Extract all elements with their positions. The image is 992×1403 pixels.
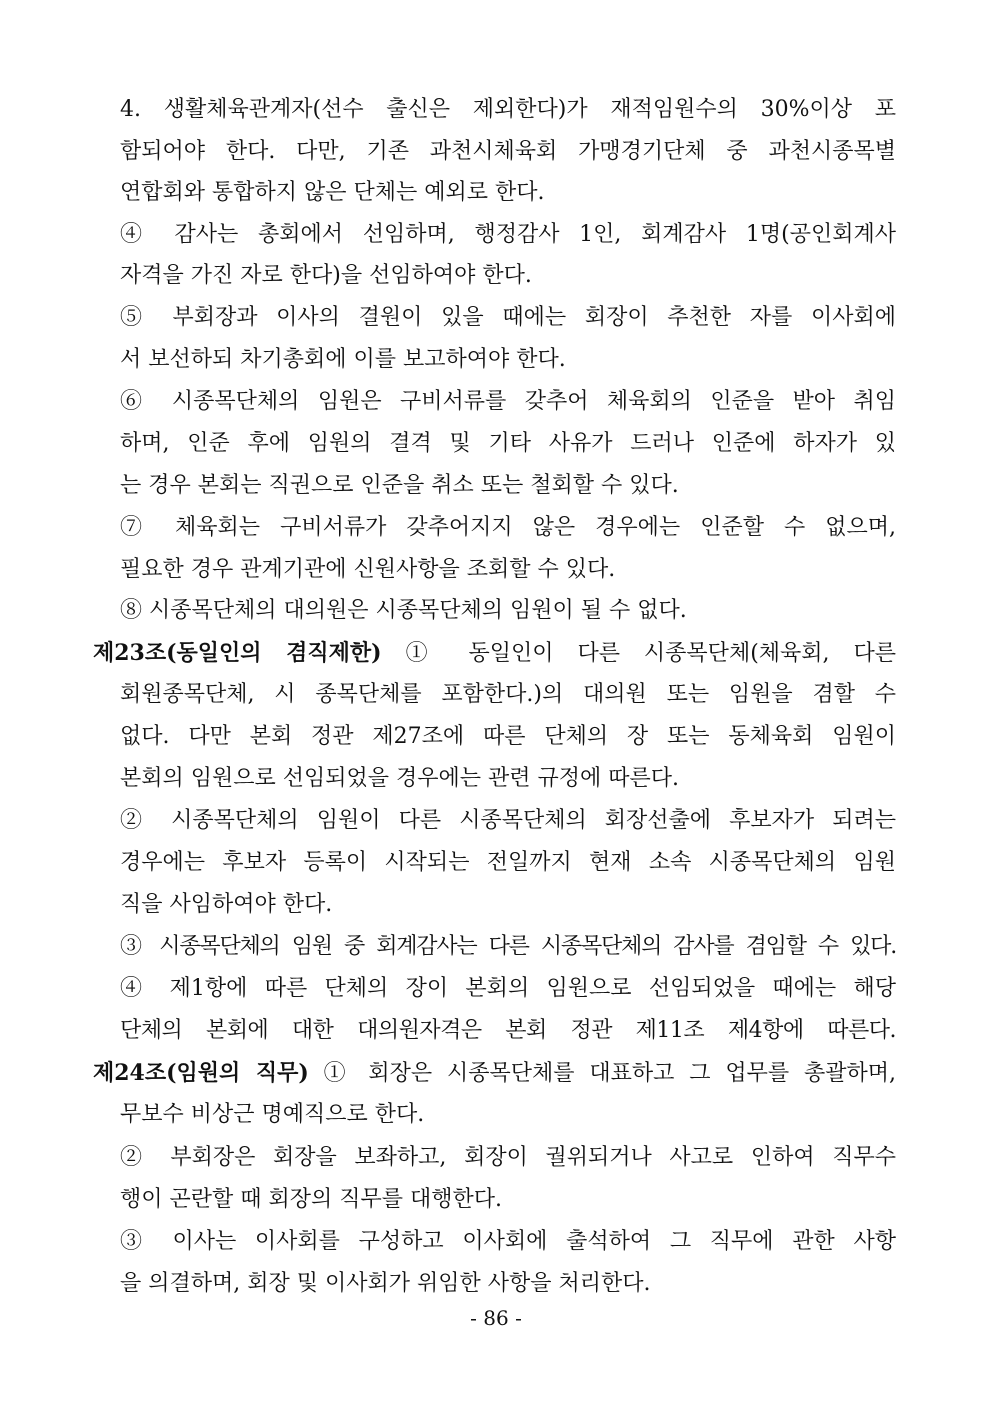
text-line: ③ 시종목단체의 임원 중 회계감사는 다른 시종목단체의 감사를 겸임할 수 있다. xyxy=(120,934,896,959)
text-line: 경우에는 후보자 등록이 시작되는 전일까지 현재 소속 시종목단체의 임원 xyxy=(120,850,896,875)
text-line: 직을 사임하여야 한다. xyxy=(120,892,333,917)
text-line: 무보수 비상근 명예직으로 한다. xyxy=(120,1102,425,1127)
text-line: ③ 이사는 이사회를 구성하고 이사회에 출석하여 그 직무에 관한 사항 xyxy=(120,1229,896,1254)
text-line: 회원종목단체, 시 종목단체를 포함한다.)의 대의원 또는 임원을 겸할 수 xyxy=(120,682,896,707)
text-line: 행이 곤란할 때 회장의 직무를 대행한다. xyxy=(120,1187,502,1212)
text-line: 4. 생활체육관계자(선수 출신은 제외한다)가 재적임원수의 30%이상 포 xyxy=(120,97,896,122)
text-line: 서 보선하되 차기총회에 이를 보고하여야 한다. xyxy=(120,347,566,372)
text-line: ⑧ 시종목단체의 대의원은 시종목단체의 임원이 될 수 없다. xyxy=(120,598,687,623)
text-line: 하며, 인준 후에 임원의 결격 및 기타 사유가 드러나 인준에 하자가 있 xyxy=(120,431,896,456)
text-line: 없다. 다만 본회 정관 제27조에 따른 단체의 장 또는 동체육회 임원이 xyxy=(120,724,896,749)
text-line: 필요한 경우 관계기관에 신원사항을 조회할 수 있다. xyxy=(120,557,616,582)
text-line: ① 동일인이 다른 시종목단체(체육회, 다른 xyxy=(405,641,896,666)
page-number: - 86 - xyxy=(470,1306,522,1330)
article-23-heading: 제23조(동일인의 겸직제한) xyxy=(93,640,382,666)
text-line: ④ 제1항에 따른 단체의 장이 본회의 임원으로 선임되었을 때에는 해당 xyxy=(120,976,896,1001)
text-line: ⑦ 체육회는 구비서류가 갖추어지지 않은 경우에는 인준할 수 없으며, xyxy=(120,515,896,540)
text-line: 단체의 본회에 대한 대의원자격은 본회 정관 제11조 제4항에 따른다. xyxy=(120,1018,896,1043)
text-line: 함되어야 한다. 다만, 기존 과천시체육회 가맹경기단체 중 과천시종목별 xyxy=(120,139,896,164)
text-line: 본회의 임원으로 선임되었을 경우에는 관련 규정에 따른다. xyxy=(120,766,680,791)
text-line: ② 시종목단체의 임원이 다른 시종목단체의 회장선출에 후보자가 되려는 xyxy=(120,808,896,833)
text-line: ⑤ 부회장과 이사의 결원이 있을 때에는 회장이 추천한 자를 이사회에 xyxy=(120,305,896,330)
text-line: ① 회장은 시종목단체를 대표하고 그 업무를 총괄하며, xyxy=(323,1061,896,1086)
text-line: ④ 감사는 총회에서 선임하며, 행정감사 1인, 회계감사 1명(공인회계사 xyxy=(120,222,896,247)
text-line: 자격을 가진 자로 한다)을 선임하여야 한다. xyxy=(120,263,532,288)
article-23-first-line xyxy=(93,638,896,669)
article-24-heading: 제24조(임원의 직무) xyxy=(93,1060,309,1086)
text-line: 는 경우 본회는 직권으로 인준을 취소 또는 철회할 수 있다. xyxy=(120,473,679,498)
text-line: 을 의결하며, 회장 및 이사회가 위임한 사항을 처리한다. xyxy=(120,1271,651,1296)
text-line: ② 부회장은 회장을 보좌하고, 회장이 궐위되거나 사고로 인하여 직무수 xyxy=(120,1145,896,1170)
article-24-first-line xyxy=(93,1058,896,1089)
text-line: 연합회와 통합하지 않은 단체는 예외로 한다. xyxy=(120,180,545,205)
text-line: ⑥ 시종목단체의 임원은 구비서류를 갖추어 체육회의 인준을 받아 취임 xyxy=(120,389,896,414)
